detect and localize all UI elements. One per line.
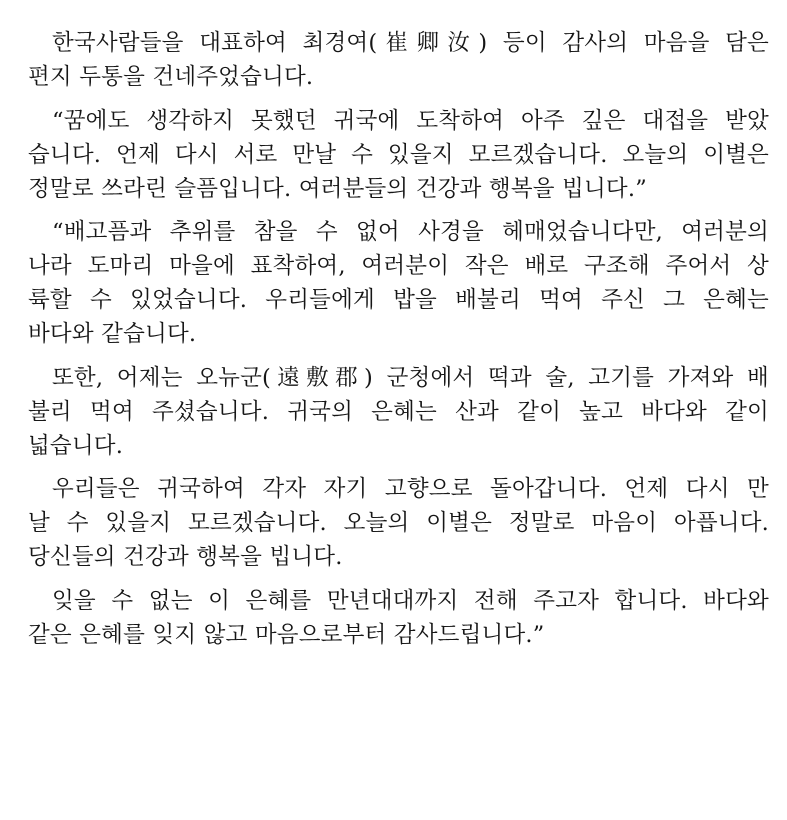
paragraph-6 xyxy=(28,584,769,652)
paragraph-line: 륙할 수 있었습니다. 우리들에게 밥을 배불리 먹여 주신 그 은혜는 xyxy=(28,287,769,313)
paragraph-line: 나라 도마리 마을에 표착하여, 여러분이 작은 배로 구조해 주어서 상 xyxy=(28,253,769,279)
paragraph-2 xyxy=(28,104,769,206)
paragraph-line: 불리 먹여 주셨습니다. 귀국의 은혜는 산과 같이 높고 바다와 같이 xyxy=(28,398,769,425)
paragraph-line: 날 수 있을지 모르겠습니다. 오늘의 이별은 정말로 마음이 아픕니다. xyxy=(28,510,769,536)
paragraph-line: “꿈에도 생각하지 못했던 귀국에 도착하여 아주 깊은 대접을 받았 xyxy=(52,107,769,134)
paragraph-line: 당신들의 건강과 행복을 빕니다. xyxy=(28,544,343,570)
paragraph-line: 습니다. 언제 다시 서로 만날 수 있을지 모르겠습니다. 오늘의 이별은 xyxy=(28,141,769,168)
paragraph-1 xyxy=(28,26,769,94)
paragraph-4 xyxy=(28,361,769,463)
paragraph-line: “배고픔과 추위를 참을 수 없어 사경을 헤매었습니다만, 여러분의 xyxy=(52,219,769,245)
paragraph-line: 잊을 수 없는 이 은혜를 만년대대까지 전해 주고자 합니다. 바다와 xyxy=(52,587,769,614)
paragraph-5 xyxy=(28,472,769,574)
paragraph-line: 넓습니다. xyxy=(28,432,124,459)
paragraph-line: 한국사람들을 대표하여 최경여(崔卿汝) 등이 감사의 마음을 담은 xyxy=(52,30,769,56)
paragraph-line: 정말로 쓰라린 슬픔입니다. 여러분들의 건강과 행복을 빕니다.” xyxy=(28,175,647,202)
paragraph-3 xyxy=(28,215,769,351)
paragraph-line: 또한, 어제는 오뉴군(遠敷郡) 군청에서 떡과 술, 고기를 가져와 배 xyxy=(52,364,769,391)
paragraph-line: 편지 두통을 건네주었습니다. xyxy=(28,64,314,90)
paragraph-line: 바다와 같습니다. xyxy=(28,321,197,347)
paragraph-line: 우리들은 귀국하여 각자 자기 고향으로 돌아갑니다. 언제 다시 만 xyxy=(52,476,769,502)
paragraph-line: 같은 은혜를 잊지 않고 마음으로부터 감사드립니다.” xyxy=(28,621,545,648)
